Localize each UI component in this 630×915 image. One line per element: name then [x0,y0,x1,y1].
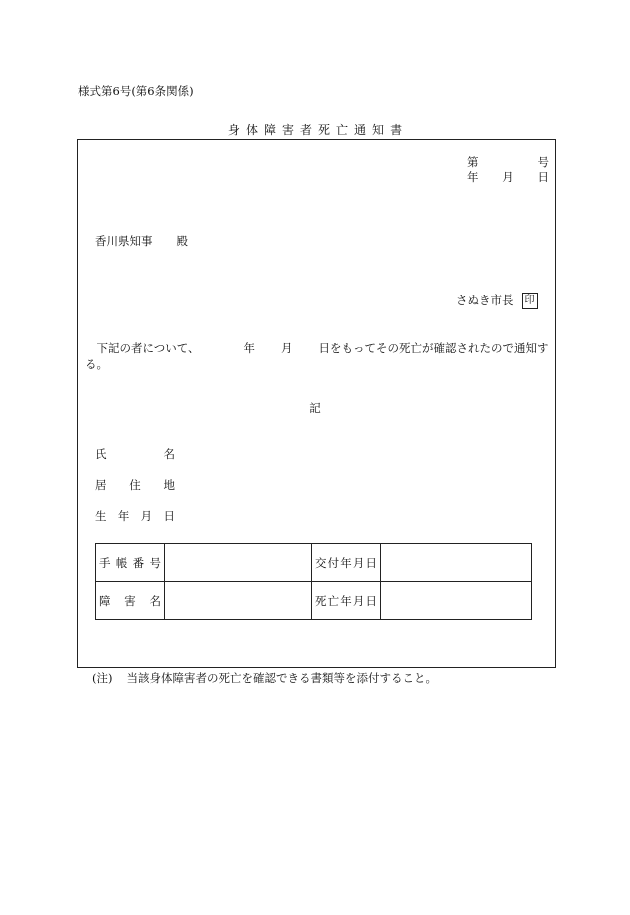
footnote-text: 当該身体障害者の死亡を確認できる書類等を添付すること。 [126,671,437,685]
table-row [96,544,532,582]
table-value-cell [381,544,532,582]
table-value-cell [165,544,312,582]
footnote-mark: (注) [92,671,113,685]
table-row [96,582,532,620]
table-value-cell [381,582,532,620]
sender [456,293,538,309]
sender-name: さぬき市長 [456,293,514,307]
field-address-label: 居 住 地 [95,478,175,492]
field-name-label: 氏 名 [95,447,175,461]
table-value-cell [165,582,312,620]
seal-box: 印 [522,293,538,309]
info-table [95,543,532,620]
addressee-honorific: 殿 [176,234,188,248]
table-label-cell: 手 帳 番 号 [96,544,165,582]
addressee [95,236,188,248]
document-title: 身 体 障 害 者 死 亡 通 知 書 [227,123,403,137]
field-birthdate-label: 生 年 月 日 [95,509,175,523]
table-label-cell: 交 付 年 月 日 [312,544,381,582]
footnote [92,673,437,685]
note-heading: 記 [309,401,321,415]
addressee-name: 香川県知事 [95,234,153,248]
table-label-cell: 障 害 名 [96,582,165,620]
table-label-cell: 死 亡 年 月 日 [312,582,381,620]
notification-body: 下記の者について、 年 月 日をもってその死亡が確認されたので通知する。 [85,341,549,371]
document-reference [467,157,549,186]
document-date-line: 年 月 日 [467,169,549,184]
document-number-line: 第 号 [467,155,549,169]
form-number: 様式第6号(第6条関係) [78,84,194,98]
